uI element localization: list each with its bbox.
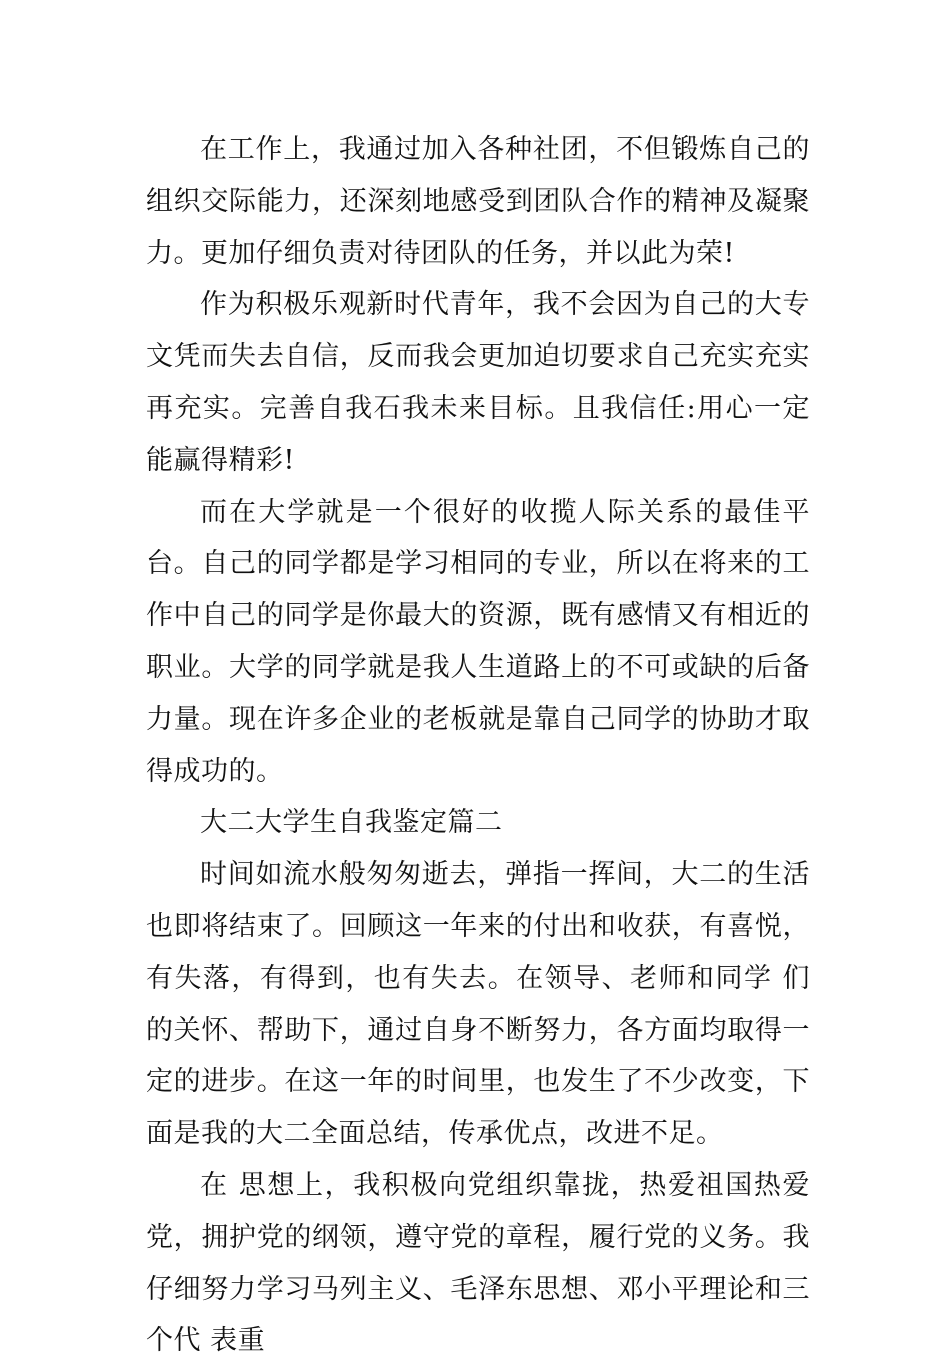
paragraph-work: 在工作上，我通过加入各种社团，不但锻炼自己的组织交际能力，还深刻地感受到团队合作的精神及凝聚力。更加仔细负责对待团队的任务，并以此为荣! [146,134,810,269]
paragraph-review: 时间如流水般匆匆逝去，弹指一挥间，大二的生活也即将结束了。回顾这一年来的付出和收获，有喜悦，有失落，有得到，也有失去。在领导、老师和同学 们的关怀、帮助下，通过自身不断努力，各方面均取得一定的进步。在这一年的时间里，也发生了不少改变，下面是我的大二全面总结，传承优点，改进不足。 [146,859,810,1150]
document-body [146,124,810,1367]
paragraph-thought: 在 思想上，我积极向党组织靠拢，热爱祖国热爱党，拥护党的纲领，遵守党的章程，履行党的义务。我仔细努力学习马列主义、毛泽东思想、邓小平理论和三个代 表重 [146,1169,810,1357]
section-title: 大二大学生自我鉴定篇二 [200,807,503,839]
paragraph-relationships: 而在大学就是一个很好的收揽人际关系的最佳平台。自己的同学都是学习相同的专业，所以在将来的工作中自己的同学是你最大的资源，既有感情又有相近的职业。大学的同学就是我人生道路上的不可或缺的后备力量。现在许多企业的老板就是靠自己同学的协助才取得成功的。 [146,496,810,787]
paragraph-confidence: 作为积极乐观新时代青年，我不会因为自己的大专文凭而失去自信，反而我会更加迫切要求自己充实充实再充实。完善自我石我未来目标。且我信任:用心一定能赢得精彩! [146,289,810,476]
